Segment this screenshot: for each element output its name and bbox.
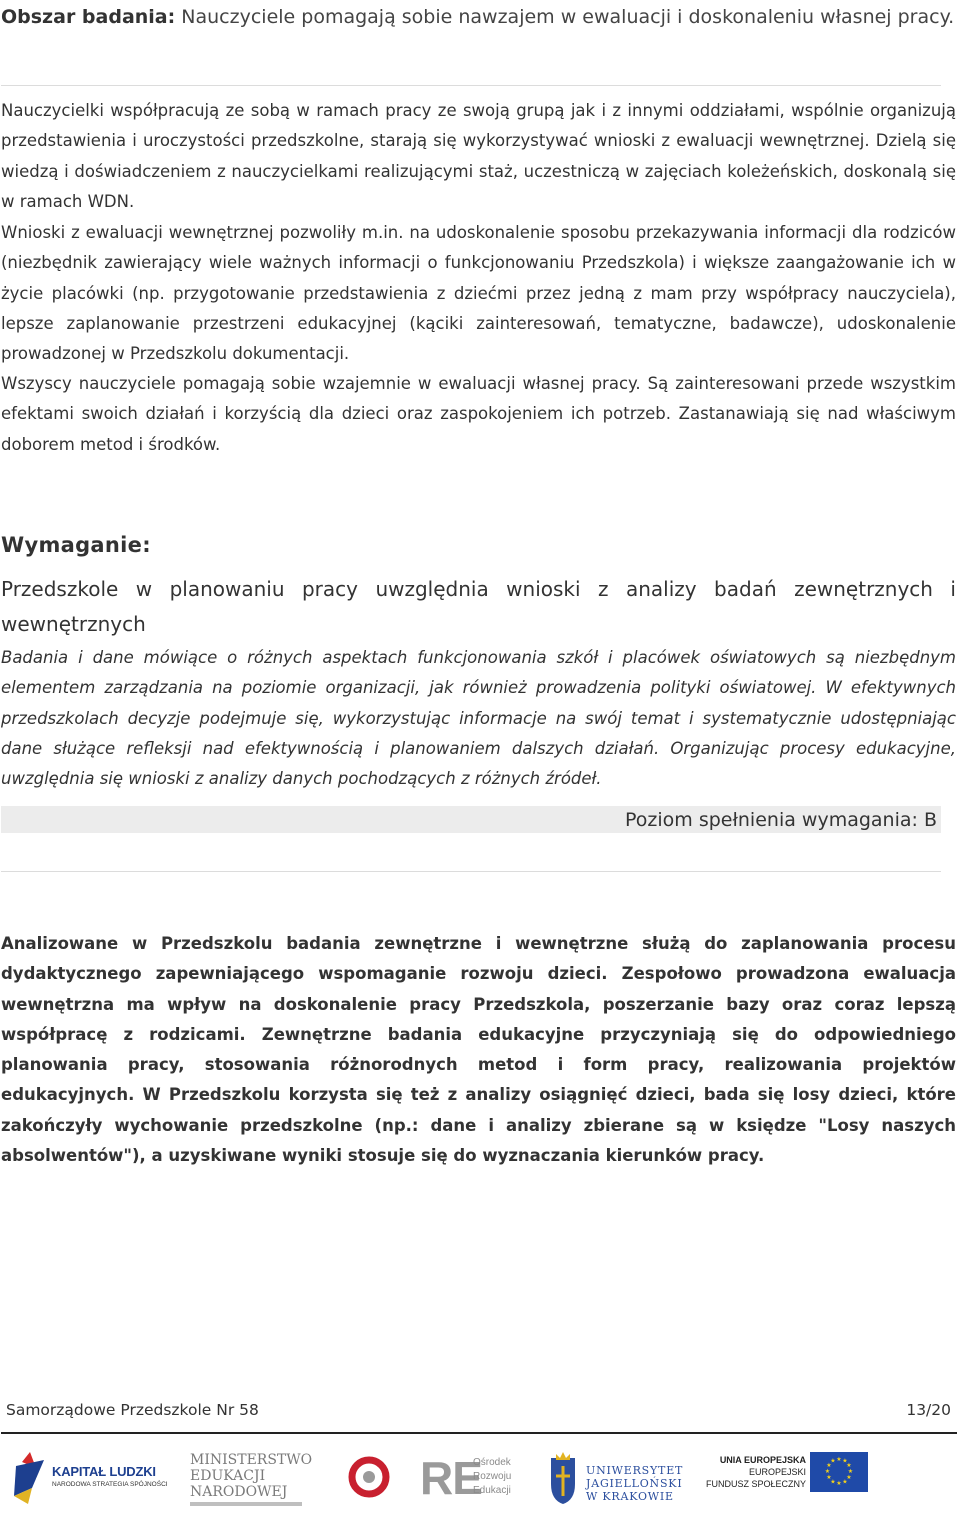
requirement-title: Przedszkole w planowaniu pracy uwzględnia wnioski z analizy badań zewnętrznych i wewnętrznych [1,577,956,636]
kapital-ludzki-title: KAPITAŁ LUDZKI [52,1464,156,1479]
paragraph-mutual-help: Wszyscy nauczyciele pomagają sobie wzajemnie w ewaluacji własnej pracy. Są zainteresowani przede wszystkim efektami swoich działań i korzyścią dla dzieci oraz zaspokojeniem ich potrzeb. Zastanawiają się nad właściwym doborem metod i środków. [1,374,956,454]
svg-text:★: ★ [830,1457,836,1465]
uj-logo [546,1446,686,1512]
paragraph-cooperation: Nauczycielki współpracują ze sobą w ramach pracy ze swoją grupą jak i z innymi oddziałami, wspólnie organizują przedstawienia i uroczystości przedszkolne, starają się wykorzystywać wnioski z ewaluacji wewnętrznej. Dzielą się wiedzą i doświadczeniem z nauczycielkami realizującymi staż, uczestniczą w zajęciach koleżeńskich, doskonalą się w ramach WDN. [1,101,956,211]
requirement-level: Poziom spełnienia wymagania: B [625,809,937,831]
ore-logo: RE Ośrodek Rozwoju Edukacji [348,1446,528,1512]
svg-text:★: ★ [836,1456,842,1463]
uj-line-2: JAGIELLOŃSKI [586,1477,683,1490]
eu-logo [704,1446,874,1512]
men-line-1: MINISTERSTWO [190,1452,313,1468]
eu-line-3: FUNDUSZ SPOŁECZNY [705,1479,806,1489]
footer-page-number: 13/20 [906,1401,951,1419]
ore-line-3: Edukacji [473,1485,511,1496]
eu-flag-icon [810,1452,868,1492]
area-text: Nauczyciele pomagają sobie nawzajem w ewaluacji i doskonaleniu własnej pracy. [181,6,955,28]
kapital-ludzki-subtitle: NARODOWA STRATEGIA SPÓJNOŚCI [52,1481,168,1488]
svg-text:★: ★ [842,1457,848,1465]
area-line [1,0,956,35]
divider [1,85,941,86]
requirement-heading: Wymaganie: [1,533,151,557]
svg-text:★: ★ [846,1462,852,1469]
svg-text:★: ★ [826,1462,832,1469]
eu-line-2: EUROPEJSKI [748,1467,806,1477]
divider [1,871,941,872]
svg-text:★: ★ [846,1474,852,1481]
paragraph-conclusions: Wnioski z ewaluacji wewnętrznej pozwoliły m.in. na udoskonalenie sposobu przekazywania informacji dla rodziców (niezbędnik zawierający wiele ważnych informacji o funkcjonowaniu Przedszkola) i większe zaangażowanie ich w życie placówki (np. przygotowanie przedstawienia z dziećmi przez jedną z mam przy współpracy nauczyciela), lepsze zaplanowanie przestrzeni edukacyjnej (kąciki zainteresowań, tematyczne, badawcze), udoskonalenie prowadzonej w Przedszkolu dokumentacji. [1,223,956,364]
ministerstwo-edukacji-logo [190,1446,313,1512]
footer-school-name: Samorządowe Przedszkole Nr 58 [6,1401,259,1419]
ore-circle-icon [348,1456,390,1498]
svg-text:★: ★ [836,1480,842,1487]
uj-line-3: W KRAKOWIE [586,1490,674,1503]
men-line-2: EDUKACJI [190,1468,266,1484]
uj-line-1: UNIWERSYTET [586,1464,684,1477]
kapital-ludzki-logo [8,1446,176,1512]
eu-line-1: UNIA EUROPEJSKA [719,1455,806,1465]
svg-text:★: ★ [830,1478,836,1486]
svg-text:★: ★ [826,1474,832,1481]
summary-paragraph: Analizowane w Przedszkolu badania zewnętrzne i wewnętrzne służą do zaplanowania procesu dydaktycznego zapewniającego wspomaganie rozwoju dzieci. Zespołowo prowadzona ewaluacja wewnętrzna ma wpływ na doskonalenie pracy Przedszkola, poszerzanie bazy oraz coraz lepszą współpracę z rodzicami. Zewnętrzne badania edukacyjne przyczyniają się do odpowiedniego planowania pracy, stosowania różnorodnych metod i form pracy, realizowania projektów edukacyjnych. W Przedszkolu korzysta się też z analizy osiągnięć dzieci, bada się losy dzieci, które zakończyły wychowanie przedszkolne (np.: dane i analizy zbierane są w księdze "Losy naszych absolwentów"), a uzyskiwane wyniki stosuje się do wyznaczania kierunków pracy. [1,934,956,1166]
svg-text:★: ★ [824,1468,831,1475]
ore-line-2: Rozwoju [473,1471,512,1482]
area-label: Obszar badania: [1,6,176,28]
men-line-3: NARODOWEJ [190,1484,288,1500]
requirement-level-bar [1,806,941,833]
ore-line-1: Ośrodek [473,1457,511,1468]
kapital-ludzki-emblem-icon [10,1450,50,1506]
requirement-description: Badania i dane mówiące o różnych aspektach funkcjonowania szkół i placówek oświatowych są niezbędnym elementem zarządzania na poziomie organizacji, jak również prowadzenia polityki oświatowej. W efektywnych przedszkolach decyzje podejmuje się, wykorzystując informacje na swój temat i systematycznie udostępniając dane służące refleksji nad efektywnością i planowaniem dalszych działań. Organizując procesy edukacyjne, uwzględnia się wnioski z analizy danych pochodzących z różnych źródeł. [1,648,956,789]
footer-rule [1,1432,957,1434]
uj-crest-icon [546,1452,580,1506]
svg-text:★: ★ [842,1478,848,1486]
svg-text:★: ★ [847,1468,854,1475]
